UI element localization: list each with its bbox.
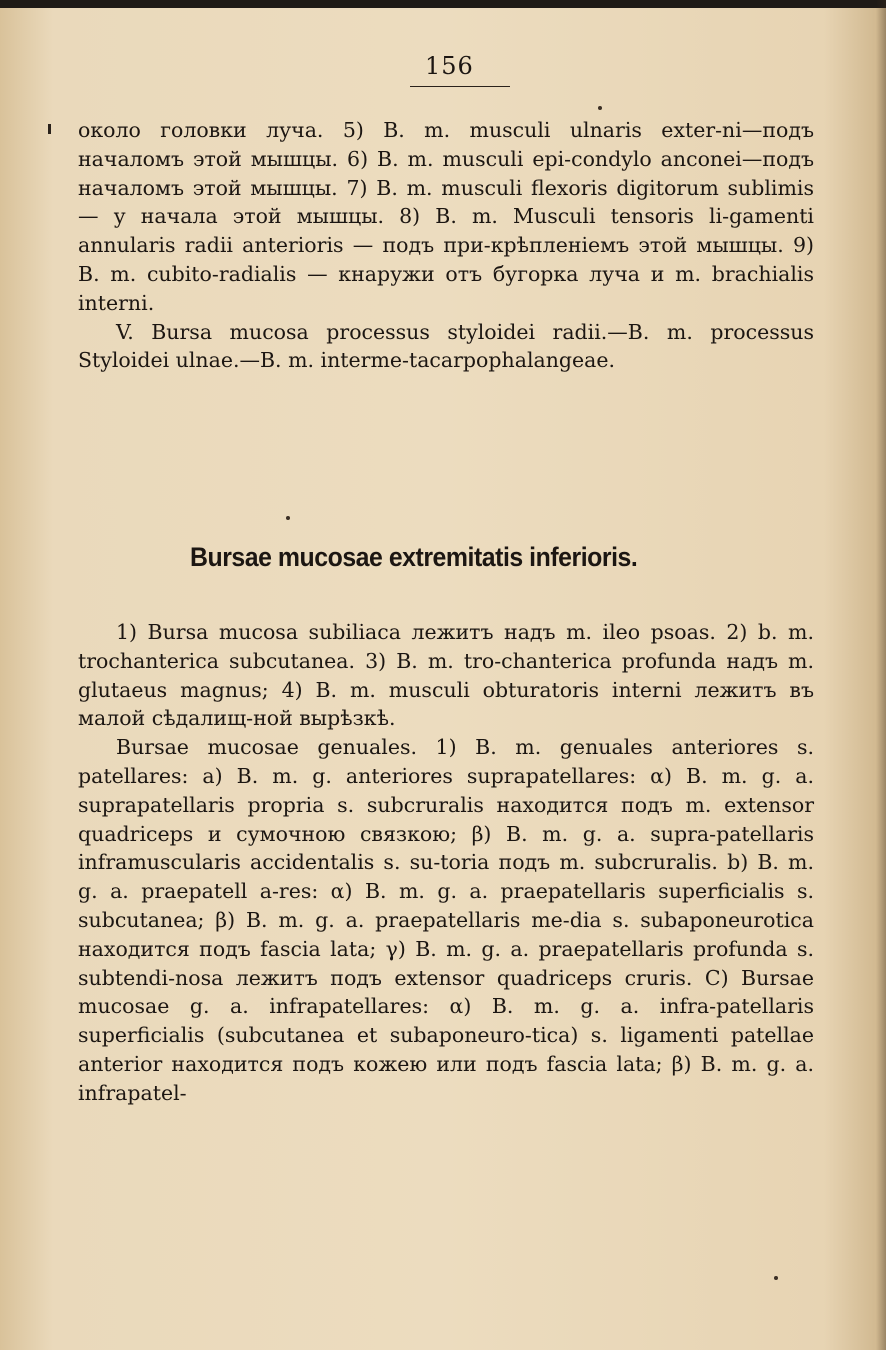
paragraph-bursae-elbow: около головки луча. 5) B. m. musculi ulnaris exter-ni—подъ началомъ этой мышцы. 6) B. m. musculi epi-condylo anconei—подъ началомъ этой мышцы. 7) B. m. musculi flexoris digitorum sublimis — у начала этой мышцы. 8) B. m. Musculi tensoris li-gamenti annularis radii anterioris — подъ при-крѣпленіемъ этой мышцы. 9) B. m. cubito-radialis — кнаружи отъ бугорка луча и m. brachialis interni. (78, 118, 814, 315)
page-right-shadow (876, 0, 886, 1350)
section-heading: Bursae mucosae extremitatis inferioris. (190, 542, 638, 572)
upper-extremity-text (78, 116, 814, 375)
margin-mark (48, 124, 51, 134)
page-number: 156 (425, 52, 474, 80)
paragraph-bursae-hip: 1) Bursa mucosa subiliaca лежитъ надъ m. ileo psoas. 2) b. m. trochanterica subcutanea. 3) B. m. tro-chanterica profunda надъ m. glutaeus magnus; 4) B. m. musculi obturatoris interni лежитъ въ малой сѣдалищ-ной вырѣзкѣ. (78, 620, 814, 731)
ink-speck (774, 1276, 778, 1280)
lower-extremity-text (78, 618, 814, 1108)
page-number-rule (410, 86, 510, 87)
paragraph-bursae-wrist: V. Bursa mucosa processus styloidei radii.—B. m. processus Styloidei ulnae.—B. m. interme-tacarpophalangeae. (78, 319, 814, 373)
paragraph-bursae-knee: Bursae mucosae genuales. 1) B. m. genuales anteriores s. patellares: a) B. m. g. anteriores suprapatellares: α) B. m. g. a. suprapatellaris propria s. subcruralis находится подъ m. extensor quadriceps и сумочною связкою; β) B. m. g. a. supra-patellaris inframuscularis accidentalis s. su-toria подъ m. subcruralis. b) B. m. g. a. praepatell a-res: α) B. m. g. a. praepatellaris superficialis s. subcutanea; β) B. m. g. a. praepatellaris me-dia s. subaponeurotica находится подъ fascia lata; γ) B. m. g. a. praepatellaris profunda s. subtendi-nosa лежитъ подъ extensor quadriceps cruris. C) Bursae mucosae g. a. infrapatellares: α) B. m. g. a. infra-patellaris superficialis (subcutanea et subaponeuro-tica) s. ligamenti patellae anterior находится подъ кожею или подъ fascia lata; β) B. m. g. a. infrapatel- (78, 735, 814, 1105)
ink-speck (286, 516, 290, 520)
page-top-edge (0, 0, 886, 8)
ink-speck (598, 106, 602, 110)
